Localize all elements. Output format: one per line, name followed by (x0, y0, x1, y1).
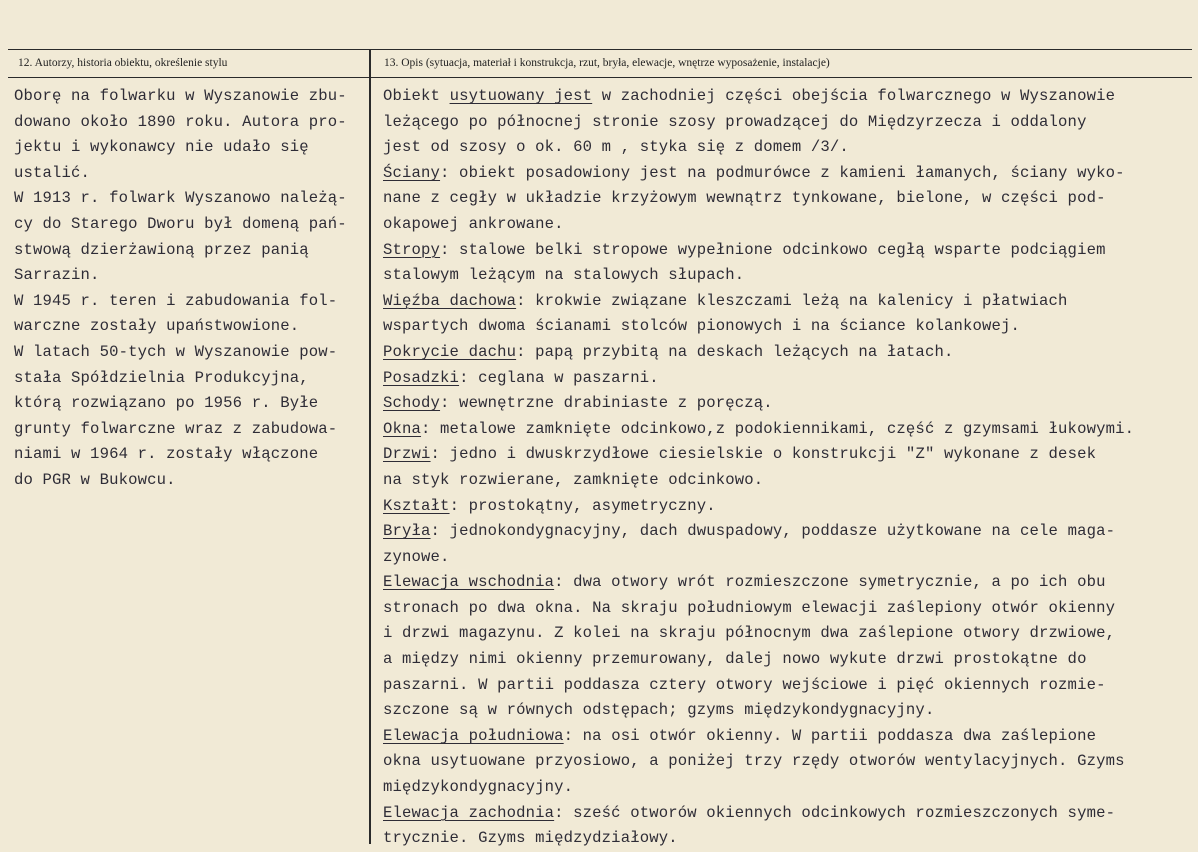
history-text-line: Oborę na folwarku w Wyszanowie zbu- (14, 87, 347, 105)
top-rule (8, 49, 1192, 50)
line-text: w zachodniej części obejścia folwarcznego w Wyszanowie (592, 87, 1116, 105)
description-text-line (383, 366, 1134, 392)
history-text-line: którą rozwiązano po 1956 r. Byłe (14, 394, 319, 413)
description-text-line (383, 186, 1134, 212)
description-text-line (383, 84, 1134, 110)
history-text-line: jektu i wykonawcy nie udało się (14, 138, 309, 157)
description-text-line (383, 775, 1134, 801)
line-text: na styk rozwierane, zamknięte odcinkowo. (383, 470, 764, 489)
section-label: Więźba dachowa (383, 291, 517, 310)
description-text-column (383, 84, 1134, 852)
history-text-line: W latach 50-tych w Wyszanowie pow- (14, 342, 338, 361)
line-text: : papą przybitą na deskach leżących na łatach. (516, 342, 954, 361)
history-text-line: stwową dzierżawioną przez panią (14, 240, 309, 259)
line-prefix: Obiekt (383, 87, 450, 105)
description-text-line (383, 340, 1134, 366)
line-text: stronach po dwa okna. Na skraju południowym elewacji zaślepiony otwór okienny (383, 598, 1116, 617)
history-text-line: cy do Starego Dworu był domeną pań- (14, 214, 347, 233)
section-label: Elewacja wschodnia (383, 573, 555, 592)
history-text-line: Sarrazin. (14, 266, 100, 285)
line-text: paszarni. W partii poddasza cztery otwory wejściowe i pięć okiennych rozmie- (383, 675, 1106, 694)
line-text: : prostokątny, asymetryczny. (449, 496, 716, 515)
history-text-line: niami w 1964 r. zostały włączone (14, 445, 319, 464)
section-label: Ściany (383, 163, 441, 182)
description-text-line (383, 135, 1134, 161)
description-text-line (383, 519, 1134, 545)
description-text-line (383, 110, 1134, 136)
history-text-column (14, 84, 347, 494)
description-text-line (383, 442, 1134, 468)
description-text-line (383, 749, 1134, 775)
history-text-line: W 1913 r. folwark Wyszanowo należą- (14, 189, 347, 208)
line-text: międzykondygnacyjny. (383, 778, 574, 797)
description-text-line (383, 212, 1134, 238)
description-text-line (383, 673, 1134, 699)
section-label: Drzwi (383, 445, 431, 464)
description-text-line (383, 263, 1134, 289)
description-text-line (383, 391, 1134, 417)
line-text: : wewnętrzne drabiniaste z poręczą. (440, 394, 773, 413)
line-text: zynowe. (383, 547, 450, 566)
description-text-line (383, 494, 1134, 520)
section-label: Elewacja południowa (383, 726, 564, 745)
line-text: : jednokondygnacyjny, dach dwuspadowy, poddasze użytkowane na cele maga- (430, 522, 1116, 541)
line-text: okapowej ankrowane. (383, 214, 564, 233)
description-text-line (383, 468, 1134, 494)
description-text-line (383, 647, 1134, 673)
line-text: jest od szosy o ok. 60 m , styka się z domem /3/. (383, 138, 849, 157)
line-text: i drzwi magazynu. Z kolei na skraju północnym dwa zaślepione otwory drzwiowe, (383, 624, 1116, 643)
line-text: : dwa otwory wrót rozmieszczone symetrycznie, a po ich obu (554, 573, 1106, 592)
section-label: Pokrycie dachu (383, 342, 517, 361)
header-rule (8, 77, 1192, 78)
line-text: : ceglana w paszarni. (459, 368, 659, 387)
description-text-line (383, 698, 1134, 724)
line-text: a między nimi okienny przemurowany, dalej nowo wykute drzwi prostokątne do (383, 650, 1087, 669)
line-text: : obiekt posadowiony jest na podmurówce z kamieni łamanych, ściany wyko- (440, 163, 1125, 182)
section-label: Elewacja zachodnia (383, 803, 555, 822)
history-text-line: dowano około 1890 roku. Autora pro- (14, 112, 347, 131)
line-text: wspartych dwoma ścianami stolców pionowych i na ściance kolankowej. (383, 317, 1021, 336)
line-text: : stalowe belki stropowe wypełnione odcinkowo cegłą wsparte podciągiem (440, 240, 1106, 259)
description-text-line (383, 826, 1134, 852)
section-label: Stropy (383, 240, 441, 259)
line-text: okna usytuowane przyosiowo, a poniżej trzy rzędy otworów wentylacyjnych. Gzyms (383, 752, 1125, 771)
description-text-line (383, 724, 1134, 750)
description-text-line (383, 801, 1134, 827)
history-text-line: do PGR w Bukowcu. (14, 470, 176, 489)
description-text-line (383, 570, 1134, 596)
line-text: szczone są w równych odstępach; gzyms międzykondygnacyjny. (383, 701, 935, 720)
history-text-line: ustalić. (14, 163, 91, 182)
history-text-line: grunty folwarczne wraz z zabudowa- (14, 419, 338, 438)
line-text: : na osi otwór okienny. W partii poddasza dwa zaślepione (563, 726, 1097, 745)
section-13-heading: 13. Opis (sytuacja, materiał i konstrukcja, rzut, bryła, elewacje, wnętrze wyposażenie, instalacje) (384, 57, 830, 69)
description-text-line (383, 314, 1134, 340)
line-text: trycznie. Gzyms międzydziałowy. (383, 829, 678, 848)
description-text-line (383, 289, 1134, 315)
description-text-line (383, 161, 1134, 187)
line-text: : jedno i dwuskrzydłowe ciesielskie o konstrukcji "Z" wykonane z desek (430, 445, 1097, 464)
description-text-line (383, 545, 1134, 571)
line-text: : krokwie związane kleszczami leżą na kalenicy i płatwiach (516, 291, 1068, 310)
description-text-line (383, 596, 1134, 622)
line-text: leżącego po północnej stronie szosy prowadzącej do Międzyrzecza i oddalony (383, 112, 1087, 131)
section-label: Schody (383, 394, 441, 413)
line-text: : sześć otworów okiennych odcinkowych rozmieszczonych syme- (554, 803, 1116, 822)
section-label: Kształt (383, 496, 450, 515)
section-12-heading: 12. Autorzy, historia obiektu, określenie stylu (18, 57, 228, 69)
description-text-line (383, 238, 1134, 264)
history-text-line: W 1945 r. teren i zabudowania fol- (14, 291, 338, 310)
line-text: : metalowe zamknięte odcinkowo,z podokiennikami, część z gzymsami łukowymi. (421, 419, 1135, 438)
column-divider (369, 49, 371, 844)
section-label: Bryła (383, 522, 431, 541)
history-text-line: stała Spółdzielnia Produkcyjna, (14, 368, 309, 387)
description-text-line (383, 417, 1134, 443)
section-label: usytuowany jest (449, 87, 593, 105)
section-label: Okna (383, 419, 422, 438)
line-text: nane z cegły w układzie krzyżowym wewnątrz tynkowane, bielone, w części pod- (383, 189, 1106, 208)
section-label: Posadzki (383, 368, 460, 387)
history-text-line: warczne zostały upaństwowione. (14, 317, 300, 336)
line-text: stalowym leżącym na stalowych słupach. (383, 266, 745, 285)
description-text-line (383, 621, 1134, 647)
